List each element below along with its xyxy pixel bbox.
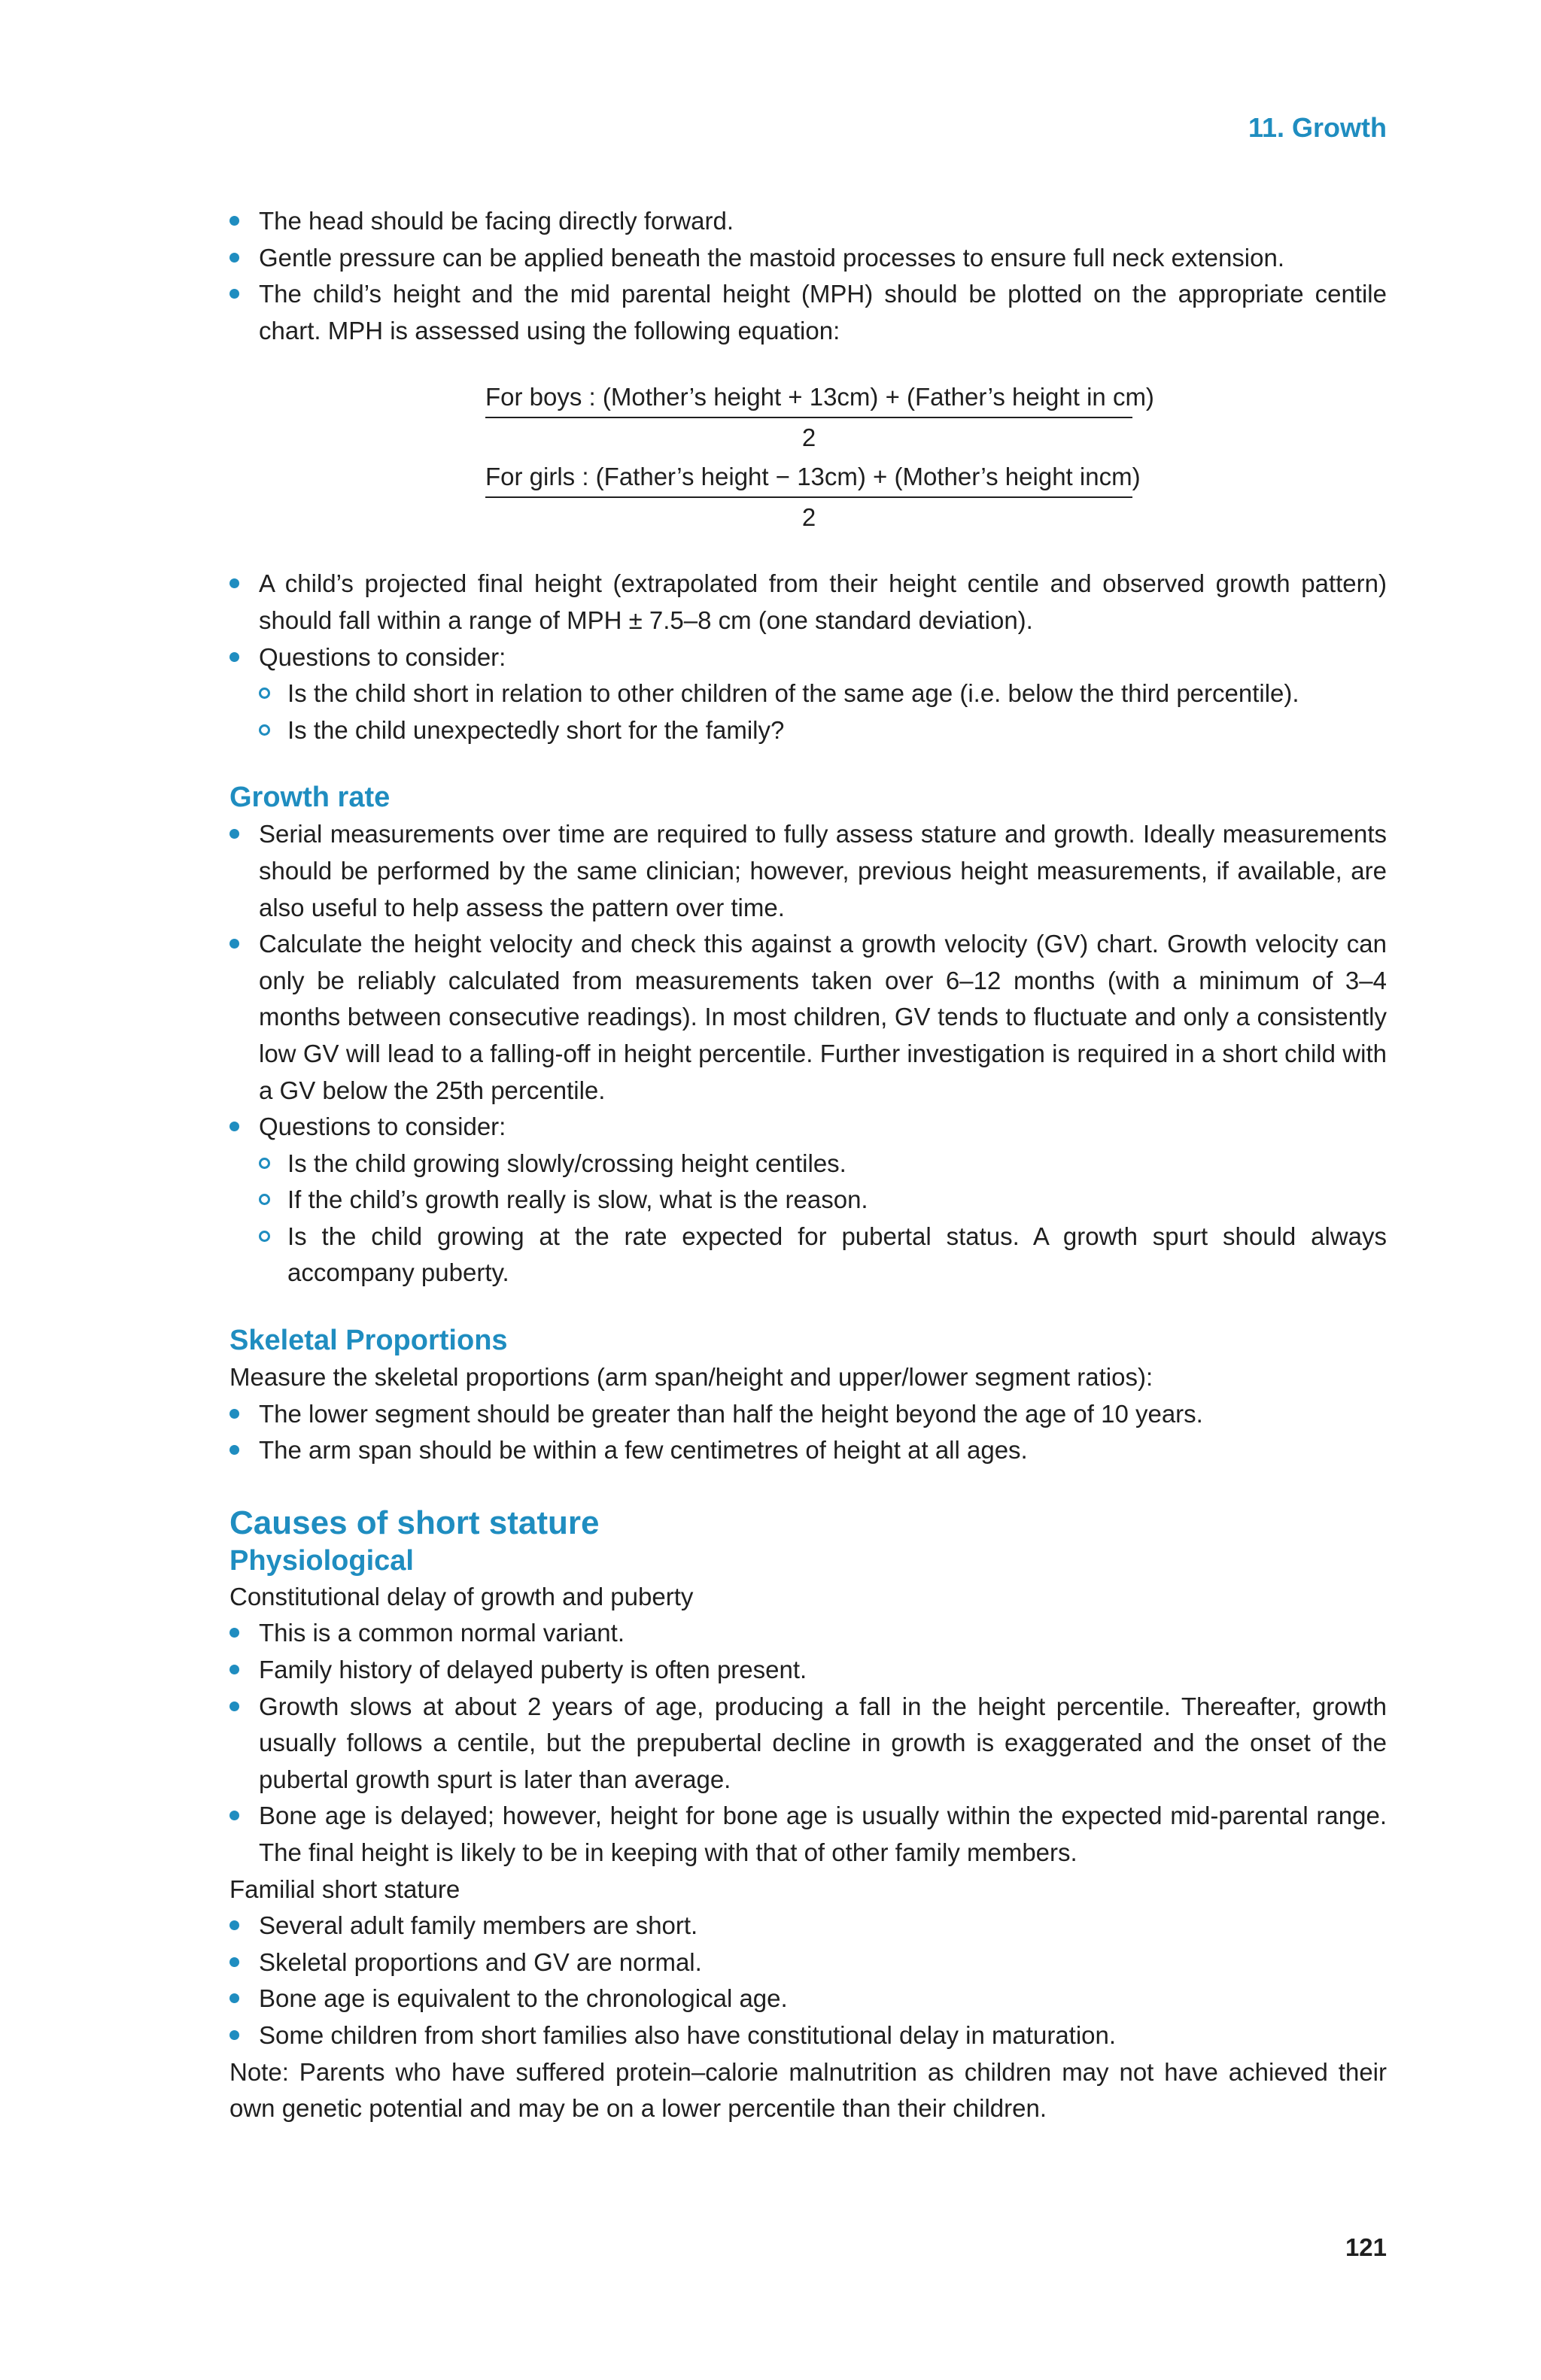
girls-equation-denominator: 2 xyxy=(801,503,816,532)
list-item: Questions to consider: xyxy=(229,1109,1387,1146)
chapter-header: 11. Growth xyxy=(1248,112,1387,143)
list-item: This is a common normal variant. xyxy=(229,1615,1387,1652)
list-item: Growth slows at about 2 years of age, producing a fall in the height percentile. Thereafter, growth usually follows a centile, but the prepubertal decline in growth is exaggerated and the onset of the pubertal growth spurt is later than average. xyxy=(229,1689,1387,1799)
questions-label: Questions to consider: xyxy=(259,642,506,671)
sub-list-item: Is the child short in relation to other children of the same age (i.e. below the third percentile). xyxy=(229,675,1387,712)
list-item: Bone age is equivalent to the chronological age. xyxy=(229,1981,1387,2017)
constitutional-label: Constitutional delay of growth and puberty xyxy=(229,1582,694,1610)
familial-label: Familial short stature xyxy=(229,1875,460,1903)
list-item: Bone age is delayed; however, height for bone age is usually within the expected mid-parental range. The final height is likely to be in keeping with that of other family members. xyxy=(229,1798,1387,1871)
note-paragraph: Note: Parents who have suffered protein–calorie malnutrition as children may not have achieved their own genetic potential and may be on a lower percentile than their children. xyxy=(229,2057,1387,2123)
mph-equation xyxy=(485,378,1154,537)
mph-list xyxy=(229,566,1387,675)
list-item: Some children from short families also have constitutional delay in maturation. xyxy=(229,2017,1387,2054)
growth-rate-questions xyxy=(229,1146,1387,1292)
page-content xyxy=(229,203,1387,2127)
sub-list-item: Is the child growing slowly/crossing height centiles. xyxy=(229,1146,1387,1182)
list-item: Gentle pressure can be applied beneath the mastoid processes to ensure full neck extension. xyxy=(229,240,1387,277)
skeletal-list xyxy=(229,1396,1387,1469)
skeletal-proportions-heading: Skeletal Proportions xyxy=(229,1325,508,1357)
sub-list-item: Is the child growing at the rate expected for pubertal status. A growth spurt should always accompany puberty. xyxy=(229,1219,1387,1292)
list-item: The lower segment should be greater than half the height beyond the age of 10 years. xyxy=(229,1396,1387,1433)
boys-equation-numerator: For boys : (Mother’s height + 13cm) + (Father’s height in cm) xyxy=(485,378,1132,418)
boys-equation-denominator: 2 xyxy=(801,423,816,452)
list-item: Several adult family members are short. xyxy=(229,1908,1387,1944)
sub-list-item: Is the child unexpectedly short for the family? xyxy=(229,712,1387,749)
skeletal-intro: Measure the skeletal proportions (arm span/height and upper/lower segment ratios): xyxy=(229,1363,1153,1392)
list-item: The arm span should be within a few centimetres of height at all ages. xyxy=(229,1432,1387,1469)
growth-rate-list xyxy=(229,816,1387,1145)
constitutional-list xyxy=(229,1615,1387,1871)
intro-list xyxy=(229,203,1387,349)
sub-list-item: If the child’s growth really is slow, what is the reason. xyxy=(229,1182,1387,1219)
growth-rate-heading: Growth rate xyxy=(229,782,391,814)
physiological-heading: Physiological xyxy=(229,1544,414,1577)
list-item: Family history of delayed puberty is often present. xyxy=(229,1652,1387,1689)
list-item: Skeletal proportions and GV are normal. xyxy=(229,1944,1387,1981)
page-number: 121 xyxy=(1345,2233,1387,2261)
page xyxy=(229,0,1387,2380)
causes-heading: Causes of short stature xyxy=(229,1504,600,1541)
list-item xyxy=(229,639,1387,676)
list-item: Serial measurements over time are required to fully assess stature and growth. Ideally measurements should be performed by the same clinician; however, previous height measurements, if available, are also useful to help assess the pattern over time. xyxy=(229,816,1387,926)
mph-questions xyxy=(229,675,1387,748)
list-item: The head should be facing directly forward. xyxy=(229,203,1387,240)
list-item: The child’s height and the mid parental height (MPH) should be plotted on the appropriate centile chart. MPH is assessed using the following equation: xyxy=(229,276,1387,349)
familial-list xyxy=(229,1908,1387,2054)
list-item: Calculate the height velocity and check this against a growth velocity (GV) chart. Growth velocity can only be reliably calculated from measurements taken over 6–12 months (with a minimum of 3–4 months between consecutive readings). In most children, GV tends to fluctuate and only a consistently low GV will lead to a falling-off in height percentile. Further investigation is required in a short child with a GV below the 25th percentile. xyxy=(229,926,1387,1109)
list-item: A child’s projected final height (extrapolated from their height centile and observed growth pattern) should fall within a range of MPH ± 7.5–8 cm (one standard deviation). xyxy=(229,566,1387,639)
girls-equation-numerator: For girls : (Father’s height − 13cm) + (Mother’s height incm) xyxy=(485,457,1132,498)
